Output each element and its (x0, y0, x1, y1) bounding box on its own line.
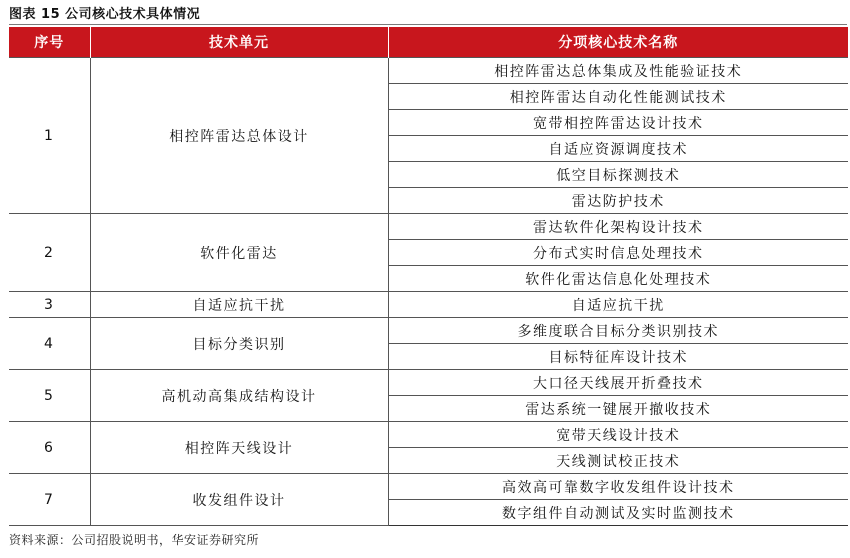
header-core-technology-name: 分项核心技术名称 (388, 27, 848, 58)
core-technology-cell: 宽带天线设计技术 (388, 422, 848, 448)
table-row (9, 370, 848, 396)
chart-title: 图表 15 公司核心技术具体情况 (9, 7, 201, 22)
core-technology-cell: 分布式实时信息处理技术 (388, 240, 848, 266)
serial-number-cell: 2 (9, 214, 90, 292)
core-technology-cell: 自适应抗干扰 (388, 292, 848, 318)
technology-unit-cell: 目标分类识别 (90, 318, 388, 370)
header-technology-unit: 技术单元 (90, 27, 388, 58)
table-row (9, 292, 848, 318)
core-technology-cell: 宽带相控阵雷达设计技术 (388, 110, 848, 136)
table-row (9, 214, 848, 240)
serial-number-cell: 3 (9, 292, 90, 318)
technology-unit-cell: 自适应抗干扰 (90, 292, 388, 318)
header-serial-number: 序号 (9, 27, 90, 58)
core-technology-cell: 雷达系统一键展开撤收技术 (388, 396, 848, 422)
serial-number-cell: 1 (9, 58, 90, 214)
source-note: 资料来源：公司招股说明书，华安证券研究所 (9, 533, 260, 547)
title-divider (9, 24, 847, 25)
table-header-row (9, 27, 848, 58)
core-technology-cell: 软件化雷达信息化处理技术 (388, 266, 848, 292)
core-technology-cell: 大口径天线展开折叠技术 (388, 370, 848, 396)
serial-number-cell: 7 (9, 474, 90, 526)
table-body (9, 58, 848, 526)
core-technology-cell: 相控阵雷达自动化性能测试技术 (388, 84, 848, 110)
technology-unit-cell: 相控阵雷达总体设计 (90, 58, 388, 214)
core-technology-cell: 低空目标探测技术 (388, 162, 848, 188)
core-technology-cell: 雷达软件化架构设计技术 (388, 214, 848, 240)
core-technology-cell: 相控阵雷达总体集成及性能验证技术 (388, 58, 848, 84)
core-technology-cell: 自适应资源调度技术 (388, 136, 848, 162)
table-row (9, 318, 848, 344)
serial-number-cell: 6 (9, 422, 90, 474)
serial-number-cell: 5 (9, 370, 90, 422)
core-technology-cell: 目标特征库设计技术 (388, 344, 848, 370)
serial-number-cell: 4 (9, 318, 90, 370)
core-technology-cell: 天线测试校正技术 (388, 448, 848, 474)
technology-unit-cell: 高机动高集成结构设计 (90, 370, 388, 422)
technology-unit-cell: 相控阵天线设计 (90, 422, 388, 474)
core-technology-table (9, 27, 848, 526)
technology-unit-cell: 软件化雷达 (90, 214, 388, 292)
core-technology-cell: 高效高可靠数字收发组件设计技术 (388, 474, 848, 500)
table-row (9, 58, 848, 84)
table-row (9, 474, 848, 500)
core-technology-cell: 多维度联合目标分类识别技术 (388, 318, 848, 344)
core-technology-cell: 数字组件自动测试及实时监测技术 (388, 500, 848, 526)
core-technology-cell: 雷达防护技术 (388, 188, 848, 214)
technology-unit-cell: 收发组件设计 (90, 474, 388, 526)
table-row (9, 422, 848, 448)
